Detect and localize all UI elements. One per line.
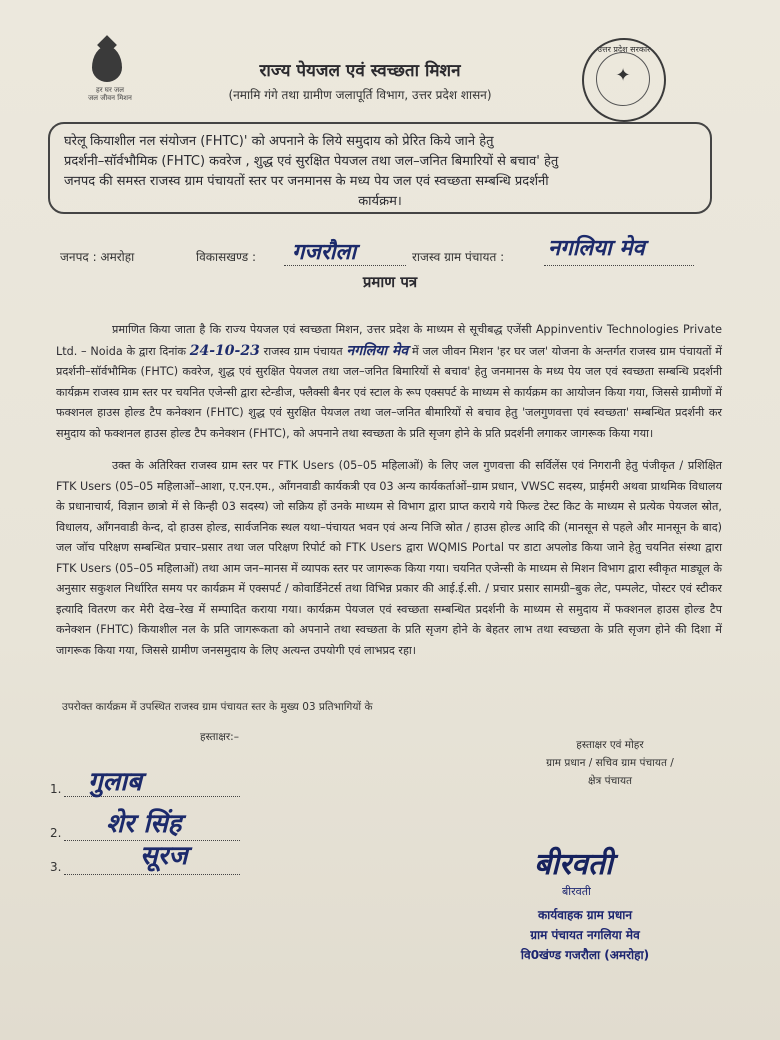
signatures-heading: हस्ताक्षर:– [200, 731, 239, 743]
stamp-line-1: कार्यवाहक ग्राम प्रधान [537, 908, 633, 922]
body-paragraph-2: उक्त के अतिरिक्त राजस्व ग्राम स्तर पर FTK Users (05–05 महिलाओं) के लिए जल गुणवत्ता की सर्विलेंस एवं निगरानी हेतु पंजीकृत / प्रशिक्षित FTK Users (05–05 महिलाओं–आशा, ए.एन.एम., आँगनवाडी कार्यकत्री एव 03 अन्य कार्यकर्ताओं–ग्राम प्रधान, VWSC सदस्य, प्राईमरी अथवा प्राथमिक विधालय के प्रधानाचार्य, विज्ञान छात्रो में से किन्ही 03 सदस्य) जो सक्रिय हों उनके माध्यम से विभाग द्वारा प्राप्त कराये गये फिल्ड टेस्ट किट के माध्यम से प्रत्येक पेयजल स्रोत, विधालय, आँगनवाडी केन्द, दो हाउस होल्ड, सार्वजनिक स्थल यथा–पंचायत भवन एवं अन्य निजि स्रोत / हाउस होल्ड आदि की (मानसून से पहले और मानसून के बाद) जल जॉच परिक्षण सम्बन्धित प्रचार–प्रसार तथा जल परिक्षण रिपोर्ट को FTK Users द्वारा WQMIS Portal पर डाटा अपलोड किया जाने हेतु चयनित संस्था द्वारा FTK Users (05–05 महिलाओं) तथा आम जन–मानस में व्यापक स्तर पर जागरूक किया गया। चयनित एजेन्सी के माध्यम से मिशन विभाग द्वारा स्वीकृत माड्यूल के अनुसार सकुशल निर्धारित समय पर कार्यक्रम में एक्सपर्ट / कोवार्डिनेटर्स तथा विभिन्न प्रकार की आई.ई.सी. / प्रचार प्रसार सामग्री–बुक लेट, पम्पलेट, पोस्टर एवं स्टीकर इत्यादि वितरण कर मेरी देख–रेख में सम्पादित कराया गया। कार्यक्रम पेयजल एवं स्वच्छता सम्बन्धित प्रदर्शनी के माध्यम से समुदाय में फक्शनल हाउस होल्ड टैप कनेक्शन (FHTC) कियाशील नल के प्रति जागरूकता को अपनाने तथा स्वच्छता के प्रति सृजग होने के बेहतर लाभ तथा स्वच्छता के प्रति सृजग होने की दिशा में जागरूक किया गया, जिससे ग्रामीण जनसमुदाय के लिए अत्यन्त उपयोगी एवं लाभप्रद रहा। [56, 459, 722, 657]
logo-left-text: हर घर जल जल जीवन मिशन [88, 86, 132, 102]
stamp-line-2: ग्राम पंचायत नगलिया मेव [530, 928, 640, 942]
kshetra-panchayat-label: क्षेत्र पंचायत [587, 775, 633, 787]
gp-underline [544, 264, 694, 266]
program-date: 24-10-23 [189, 342, 260, 359]
jal-jeevan-mission-logo [78, 46, 142, 114]
program-title-box [48, 122, 712, 214]
signature-number-2: 2. [50, 826, 62, 840]
participant-signature-2: शेर सिंह [106, 809, 182, 839]
signatures-intro: उपरोक्त कार्यक्रम में उपस्थित राजस्व ग्राम पंचायत स्तर के मुख्य 03 प्रतिभागियों के [62, 701, 373, 713]
signature-number-1: 1. [50, 782, 62, 796]
p1-mid: राजस्व ग्राम पंचायत [263, 344, 343, 358]
district-label: जनपद : अमरोहा [60, 250, 135, 264]
page-subtitle: (नमामि गंगे तथा ग्रामीण जलापूर्ति विभाग, उत्तर प्रदेश शासन) [228, 88, 492, 102]
box-line-3: जनपद की समस्त राजस्व ग्राम पंचायतों स्तर पर जनमानस के मध्य पेय जल एवं स्वच्छता सम्बन्धि प्रदर्शनी [64, 174, 549, 189]
sign-and-seal-label: हस्ताक्षर एवं मोहर [576, 739, 644, 751]
block-label: विकासखण्ड : [196, 250, 257, 264]
p1-gram-panchayat: नगलिया मेव [346, 342, 409, 359]
block-underline [284, 264, 406, 266]
fish-emblem-icon: ✦ [615, 65, 631, 86]
p1-post: में जल जीवन मिशन 'हर घर जल' योजना के अन्तर्गत राजस्व ग्राम पंचायतों में प्रदर्शनी–सॉर्वभौमिक (FHTC) कवरेज, शुद्ध एवं सुरक्षित पेयजल तथा जल–जनित बिमारियों से बचाव' हेतु जनमानस के मध्य पेय जल एवं स्वच्छता सम्बन्धि प्रदर्शनी कार्यक्रम राजस्व ग्राम स्तर पर चयनित एजेन्सी द्वारा स्टेन्डीज, फ्लैक्सी बैनर एवं स्टाल के रूप एक्सपर्ट के माध्यम से कार्यक्रम का आयोजन किया गया, जिससे ग्रामीणों में फक्शनल हाउस होल्ड टैप कनेक्शन (FHTC) शुद्ध एवं सुरक्षित पेयजल तथा जल–जनित बीमारियों से बचाव हेतु 'जलगुणवत्ता एवं स्वच्छता' सम्बन्धित प्रदर्शनी कर समुदाय को फक्शनल हाउस होल्ड टैप कनेक्शन (FHTC), को अपनाने तथा स्वच्छता के प्रति सृजग होने के प्रति प्रदर्शनी लगाकर जागरूक किया गया। [56, 344, 722, 440]
certificate-title: प्रमाण पत्र [362, 273, 418, 291]
box-line-2: प्रदर्शनी–सॉर्वभौमिक (FHTC) कवरेज , शुद्ध एवं सुरक्षित पेयजल तथा जल–जनित बिमारियों से बचाव' हेतु [64, 154, 559, 169]
box-line-1: घरेलू कियाशील नल संयोजन (FHTC)' को अपनाने के लिये समुदाय को प्रेरित किये जाने हेतु [64, 134, 494, 149]
water-drop-icon [92, 46, 122, 82]
stamp-line-3: वि0खंण्ड गजरौला (अमरोहा) [520, 948, 650, 962]
up-government-seal [582, 38, 666, 122]
block-value: गजरौला [292, 239, 357, 265]
pradhan-stamp [470, 905, 700, 965]
pradhan-signature: बीरवती [534, 847, 613, 882]
signature-number-3: 3. [50, 860, 62, 874]
gram-panchayat-label: राजस्व ग्राम पंचायत : [412, 250, 505, 264]
pradhan-secretary-label: ग्राम प्रधान / सचिव ग्राम पंचायत / [546, 757, 674, 769]
box-line-4: कार्यक्रम। [358, 194, 402, 209]
page-title: राज्य पेयजल एवं स्वच्छता मिशन [259, 61, 461, 81]
pradhan-name: बीरवती [562, 885, 591, 898]
participant-signature-3: सूरज [140, 841, 188, 871]
p1-pre: प्रमाणित किया जाता है कि राज्य पेयजल एवं स्वच्छता मिशन, उत्तर प्रदेश के माध्यम से सूचीबद्ध एजेंसी Appinventiv Technologies Private Ltd. – Noida के द्वारा दिनांक [56, 323, 722, 358]
signature-line-3 [64, 874, 240, 875]
participant-signature-1: गुलाब [88, 767, 142, 797]
body-paragraph-1 [56, 320, 722, 444]
seal-text: उत्तर प्रदेश सरकार [597, 45, 651, 54]
gram-panchayat-value: नगलिया मेव [548, 235, 645, 261]
